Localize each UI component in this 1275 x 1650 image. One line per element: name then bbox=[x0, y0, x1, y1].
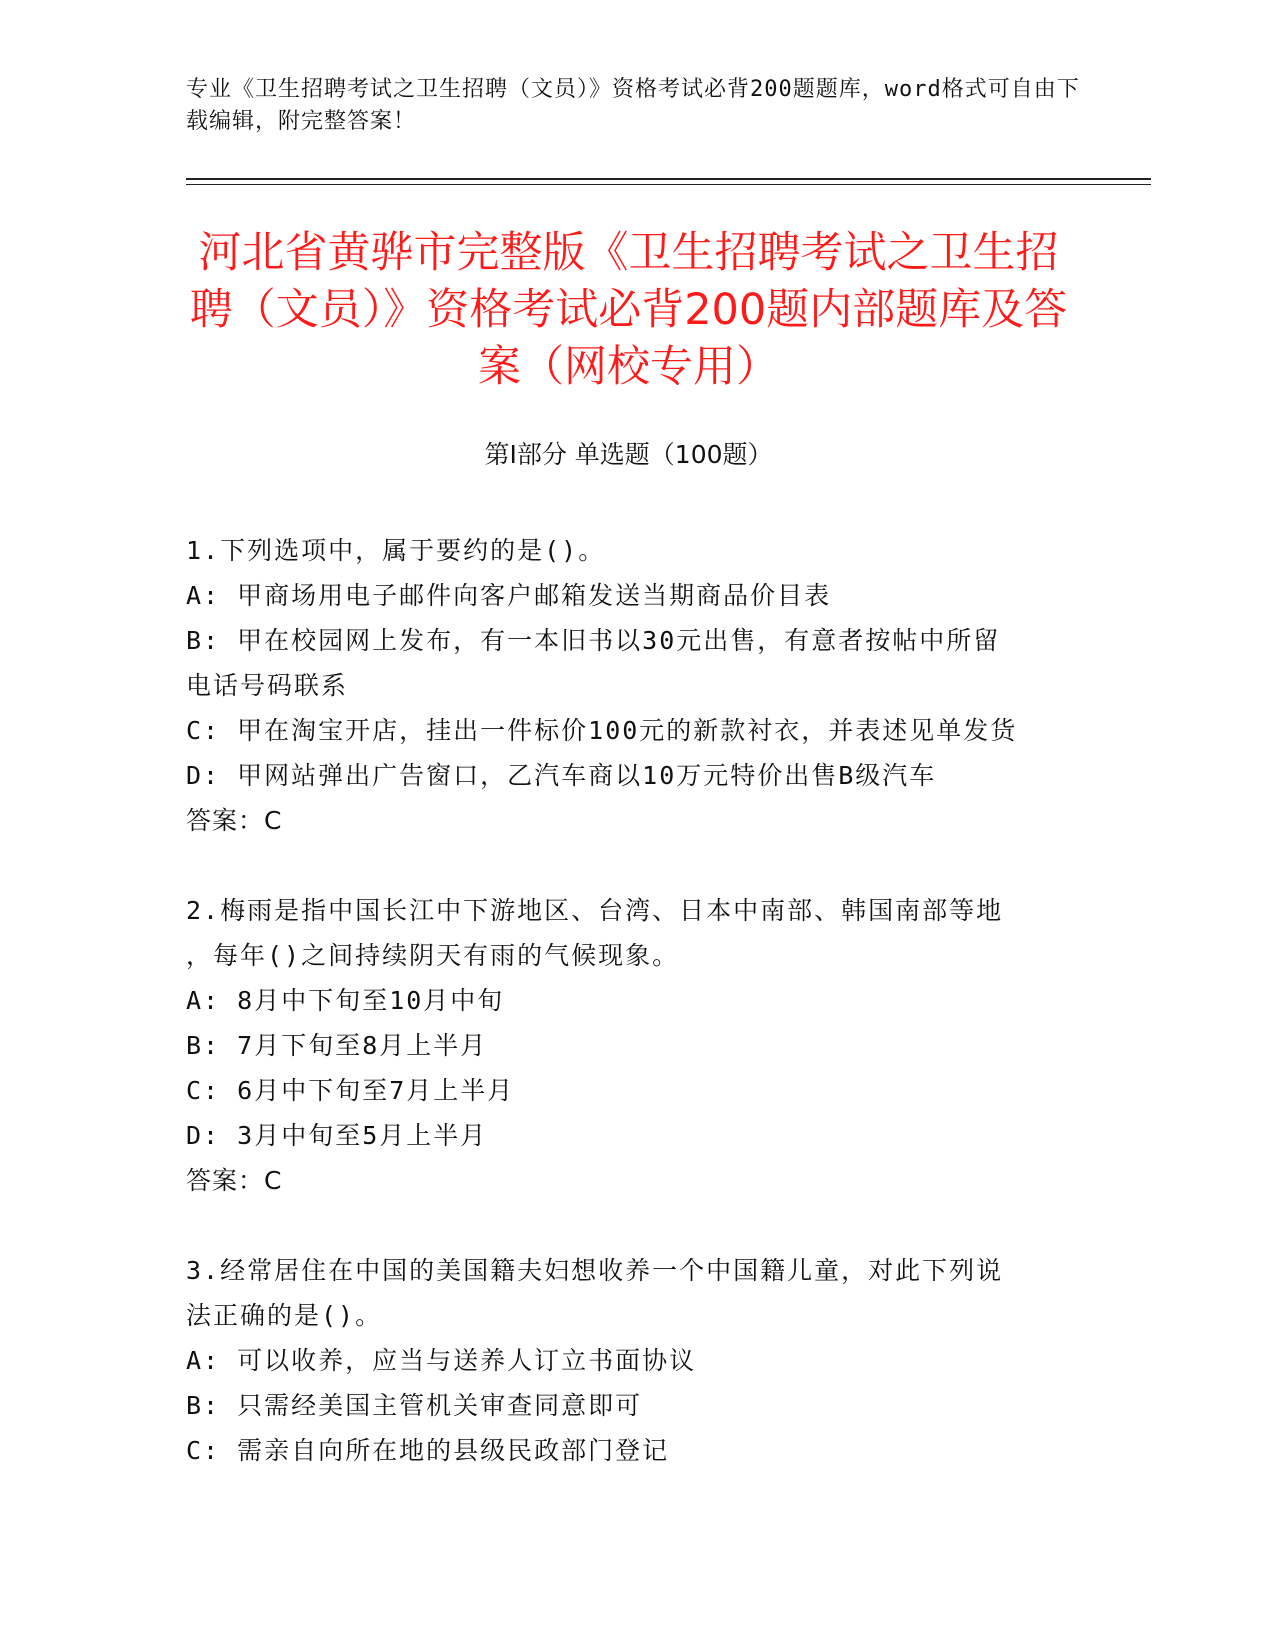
option-a: A: 可以收养，应当与送养人订立书面协议 bbox=[186, 1346, 697, 1375]
option-d: D: 3月中旬至5月上半月 bbox=[186, 1121, 488, 1150]
option-b: B: 只需经美国主管机关审查同意即可 bbox=[186, 1391, 643, 1420]
option-b-continued: 电话号码联系 bbox=[186, 671, 349, 700]
question-list bbox=[186, 528, 1086, 1518]
answer: 答案：C bbox=[186, 1166, 283, 1195]
option-c: C: 6月中下旬至7月上半月 bbox=[186, 1076, 515, 1105]
question-stem: 1.下列选项中，属于要约的是()。 bbox=[186, 536, 606, 565]
option-c: C: 甲在淘宝开店，挂出一件标价100元的新款衬衣，并表述见单发货 bbox=[186, 716, 1018, 745]
question-1 bbox=[186, 528, 1086, 843]
question-stem: 2.梅雨是指中国长江中下游地区、台湾、日本中南部、韩国南部等地 bbox=[186, 896, 1004, 925]
header-rule-thick bbox=[186, 178, 1151, 180]
option-a: A: 甲商场用电子邮件向客户邮箱发送当期商品价目表 bbox=[186, 581, 832, 610]
question-stem-continued: ，每年()之间持续阴天有雨的气候现象。 bbox=[186, 941, 680, 970]
document-title: 河北省黄骅市完整版《卫生招聘考试之卫生招聘（文员）》资格考试必背200题内部题库及答案（网校专用） bbox=[189, 228, 1068, 392]
option-b: B: 甲在校园网上发布，有一本旧书以30元出售，有意者按帖中所留 bbox=[186, 626, 1001, 655]
header-note: 专业《卫生招聘考试之卫生招聘（文员）》资格考试必背200题题库，word格式可自由下载编辑，附完整答案！ bbox=[186, 77, 1080, 134]
question-stem-continued: 法正确的是()。 bbox=[186, 1301, 383, 1330]
question-stem: 3.经常居住在中国的美国籍夫妇想收养一个中国籍儿童，对此下列说 bbox=[186, 1256, 1004, 1285]
question-2 bbox=[186, 888, 1086, 1203]
option-d: D: 甲网站弹出广告窗口，乙汽车商以10万元特价出售B级汽车 bbox=[186, 761, 937, 790]
section-heading: 第Ⅰ部分 单选题（100题） bbox=[484, 440, 773, 469]
answer: 答案：C bbox=[186, 806, 283, 835]
option-c: C: 需亲自向所在地的县级民政部门登记 bbox=[186, 1436, 670, 1465]
question-3 bbox=[186, 1248, 1086, 1473]
option-a: A: 8月中下旬至10月中旬 bbox=[186, 986, 505, 1015]
option-b: B: 7月下旬至8月上半月 bbox=[186, 1031, 488, 1060]
header-rule-thin bbox=[186, 184, 1151, 185]
